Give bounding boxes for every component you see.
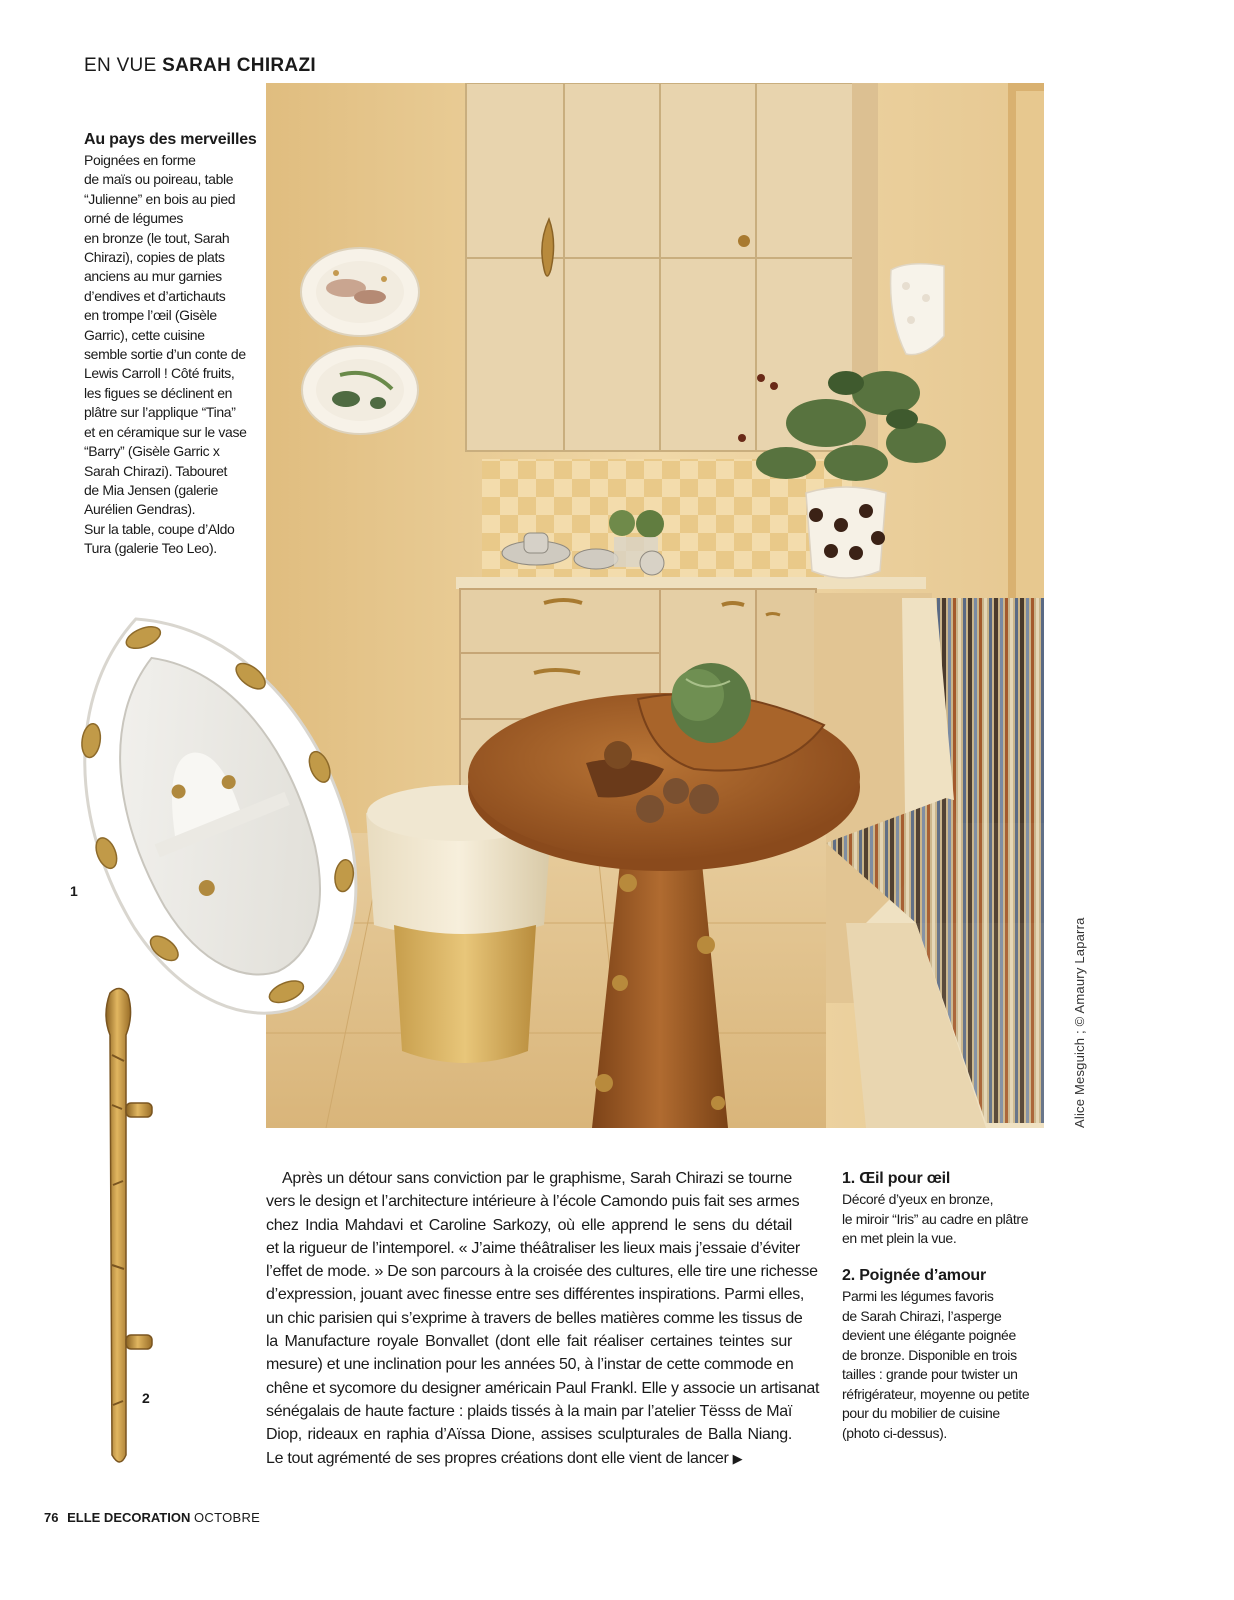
sidebar-line: Aurélien Gendras). bbox=[84, 501, 196, 518]
body-line-last bbox=[266, 1447, 792, 1470]
sidebar-line: orné de légumes bbox=[84, 210, 184, 227]
sidebar-line: plâtre sur l’applique “Tina” bbox=[84, 404, 236, 421]
sidebar-line: Tura (galerie Teo Leo). bbox=[84, 540, 217, 557]
sidebar-line: Sur la table, coupe d’Aldo bbox=[84, 520, 235, 537]
caption-mirror bbox=[842, 1170, 1052, 1249]
body-line: et la rigueur de l’intemporel. « J’aime théâtraliser les lieux mais j’essaie d’éviter bbox=[266, 1239, 800, 1257]
sidebar-line: semble sortie d’un conte de bbox=[84, 346, 246, 363]
header-name: SARAH CHIRAZI bbox=[162, 55, 316, 76]
sidebar-title: Au pays des merveilles bbox=[84, 131, 257, 148]
body-line: chez India Mahdavi et Caroline Sarkozy, où elle apprend le sens du détail bbox=[266, 1216, 792, 1234]
sidebar-line: anciens au mur garnies bbox=[84, 268, 222, 285]
sidebar-lines bbox=[84, 151, 266, 559]
header-kicker: EN VUE bbox=[84, 55, 157, 76]
caption-handle bbox=[842, 1267, 1052, 1443]
caption-line: (photo ci-dessus). bbox=[842, 1424, 947, 1441]
sidebar-caption bbox=[84, 131, 266, 559]
caption-line: le miroir “Iris” au cadre en plâtre bbox=[842, 1210, 1029, 1227]
caption-line: Parmi les légumes favoris bbox=[842, 1288, 994, 1304]
body-line: d’expression, jouant avec finesse entre ses différentes inspirations. Parmi elles, bbox=[266, 1286, 805, 1304]
caption-title: 1. Œil pour œil bbox=[842, 1170, 951, 1187]
sidebar-line: en trompe l’œil (Gisèle bbox=[84, 307, 217, 324]
sidebar-line: Chirazi), copies de plats bbox=[84, 249, 225, 266]
body-line: mesure) et une inclination pour les années 50, à l’instar de cette commode en bbox=[266, 1356, 794, 1374]
sidebar-line: les figues se déclinent en bbox=[84, 384, 233, 401]
photo-credit: Alice Mesguich ; © Amaury Laparra bbox=[1072, 917, 1087, 1128]
sidebar-line: Garric), cette cuisine bbox=[84, 326, 205, 343]
upper-cabinets bbox=[466, 83, 878, 451]
body-line: sénégalais de haute facture : plaids tissés à la main par l’atelier Tësss de Maï bbox=[266, 1402, 792, 1420]
body-line: l’effet de mode. » De son parcours à la croisée des cultures, elle tire une richesse bbox=[266, 1263, 818, 1281]
article-body bbox=[266, 1167, 820, 1470]
product-number-mirror: 1 bbox=[70, 883, 78, 899]
caption-line: de Sarah Chirazi, l’asperge bbox=[842, 1307, 1002, 1324]
sidebar-line: et en céramique sur le vase bbox=[84, 423, 247, 440]
body-line: chêne et sycomore du designer américain Paul Frankl. Elle y associe un artisanat bbox=[266, 1379, 820, 1397]
sidebar-line: Lewis Carroll ! Côté fruits, bbox=[84, 365, 235, 382]
body-line: vers le design et l’architecture intérieure à l’école Camondo puis fait ses armes bbox=[266, 1193, 800, 1211]
body-line: Après un détour sans conviction par le graphisme, Sarah Chirazi se tourne bbox=[282, 1170, 792, 1187]
caption-line: réfrigérateur, moyenne ou petite bbox=[842, 1385, 1030, 1402]
sidebar-line: en bronze (le tout, Sarah bbox=[84, 229, 230, 246]
product-number-handle: 2 bbox=[142, 1390, 150, 1406]
caption-line: tailles : grande pour twister un bbox=[842, 1366, 1018, 1382]
body-line-text: Le tout agrémenté de ses propres créations dont elle vient de lancer bbox=[266, 1449, 729, 1467]
kitchen-photo bbox=[266, 83, 1044, 1128]
sidebar-line: de Mia Jensen (galerie bbox=[84, 481, 218, 498]
caption-line: Décoré d’yeux en bronze, bbox=[842, 1191, 994, 1207]
issue-month: OCTOBRE bbox=[193, 1510, 261, 1525]
sidebar-line: d’endives et d’artichauts bbox=[84, 287, 226, 304]
body-line: un chic parisien qui s’exprime à travers de belles matières comme les tissus de bbox=[266, 1309, 803, 1327]
mirror-product bbox=[68, 590, 358, 1030]
sidebar-line: “Barry” (Gisèle Garric x bbox=[84, 443, 220, 460]
body-line: la Manufacture royale Bonvallet (dont elle fait réaliser certaines teintes sur bbox=[266, 1333, 792, 1351]
sidebar-line: de maïs ou poireau, table bbox=[84, 171, 234, 188]
caption-title: 2. Poignée d’amour bbox=[842, 1267, 986, 1284]
sidebar-line: Sarah Chirazi). Tabouret bbox=[84, 462, 228, 479]
continue-arrow-icon: ▶ bbox=[732, 1450, 743, 1466]
page-header bbox=[84, 55, 316, 77]
page-footer bbox=[44, 1510, 260, 1525]
sidebar-line: Poignées en forme bbox=[84, 152, 196, 168]
sidebar-line: “Julienne” en bois au pied bbox=[84, 190, 236, 207]
page-number: 76 bbox=[44, 1510, 59, 1525]
body-line: Diop, rideaux en raphia d’Aïssa Dione, assises sculpturales de Balla Niang. bbox=[266, 1426, 792, 1444]
caption-line: de bronze. Disponible en trois bbox=[842, 1346, 1017, 1363]
caption-line: pour du mobilier de cuisine bbox=[842, 1405, 1000, 1421]
magazine-name: ELLE DECORATION bbox=[67, 1510, 191, 1525]
caption-line: en met plein la vue. bbox=[842, 1230, 957, 1246]
caption-line: devient une élégante poignée bbox=[842, 1327, 1016, 1343]
